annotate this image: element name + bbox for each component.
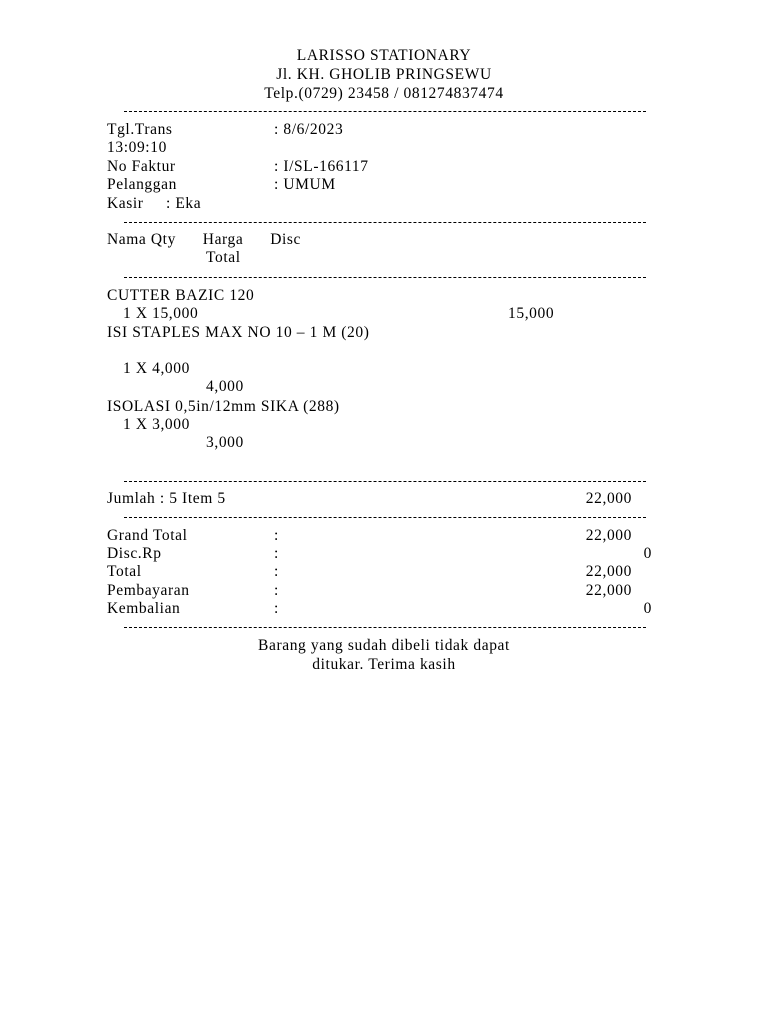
separator xyxy=(124,277,646,278)
cashier: Kasir : Eka xyxy=(107,195,202,212)
discount-label: Disc.Rp xyxy=(107,545,162,562)
footer-note-line1: Barang yang sudah dibeli tidak dapat xyxy=(258,637,510,654)
store-name: LARISSO STATIONARY xyxy=(296,47,472,64)
total-colon: : xyxy=(274,563,279,580)
item-qty-price: 1 X 4,000 xyxy=(123,360,190,377)
invoice-number-value: : I/SL-166117 xyxy=(274,158,369,175)
change-label: Kembalian xyxy=(107,600,181,617)
column-header: Nama Qty Harga Disc xyxy=(107,231,302,248)
change-colon: : xyxy=(274,600,279,617)
item-total: 4,000 xyxy=(206,378,244,395)
item-count-total: 22,000 xyxy=(585,490,632,507)
trans-date-label: Tgl.Trans xyxy=(107,121,173,138)
discount-value: 0 xyxy=(643,545,652,562)
change-value: 0 xyxy=(643,600,652,617)
total-label: Total xyxy=(107,563,142,580)
discount-colon: : xyxy=(274,545,279,562)
item-qty-price: 1 X 15,000 xyxy=(123,305,199,322)
grand-total-colon: : xyxy=(274,527,279,544)
item-total: 15,000 xyxy=(508,305,555,322)
payment-label: Pembayaran xyxy=(107,582,190,599)
item-count: Jumlah : 5 Item 5 xyxy=(107,490,226,507)
invoice-number-label: No Faktur xyxy=(107,158,176,175)
item-name: CUTTER BAZIC 120 xyxy=(107,287,255,304)
item-name: ISOLASI 0,5in/12mm SIKA (288) xyxy=(107,398,340,415)
store-phone: Telp.(0729) 23458 / 081274837474 xyxy=(264,85,504,102)
separator xyxy=(124,627,646,628)
total-value: 22,000 xyxy=(585,563,632,580)
separator xyxy=(124,111,646,112)
grand-total-label: Grand Total xyxy=(107,527,188,544)
separator xyxy=(124,481,646,482)
separator xyxy=(124,222,646,223)
customer-label: Pelanggan xyxy=(107,176,177,193)
item-name: ISI STAPLES MAX NO 10 – 1 M (20) xyxy=(107,324,370,341)
payment-value: 22,000 xyxy=(585,582,632,599)
item-qty-price: 1 X 3,000 xyxy=(123,416,190,433)
footer-note-line2: ditukar. Terima kasih xyxy=(312,656,456,673)
item-total: 3,000 xyxy=(206,434,244,451)
trans-time: 13:09:10 xyxy=(107,139,167,156)
customer-value: : UMUM xyxy=(274,176,336,193)
column-header-total: Total xyxy=(206,249,241,266)
separator xyxy=(124,517,646,518)
grand-total-value: 22,000 xyxy=(585,527,632,544)
payment-colon: : xyxy=(274,582,279,599)
store-address: Jl. KH. GHOLIB PRINGSEWU xyxy=(276,66,492,83)
trans-date-value: : 8/6/2023 xyxy=(274,121,344,138)
